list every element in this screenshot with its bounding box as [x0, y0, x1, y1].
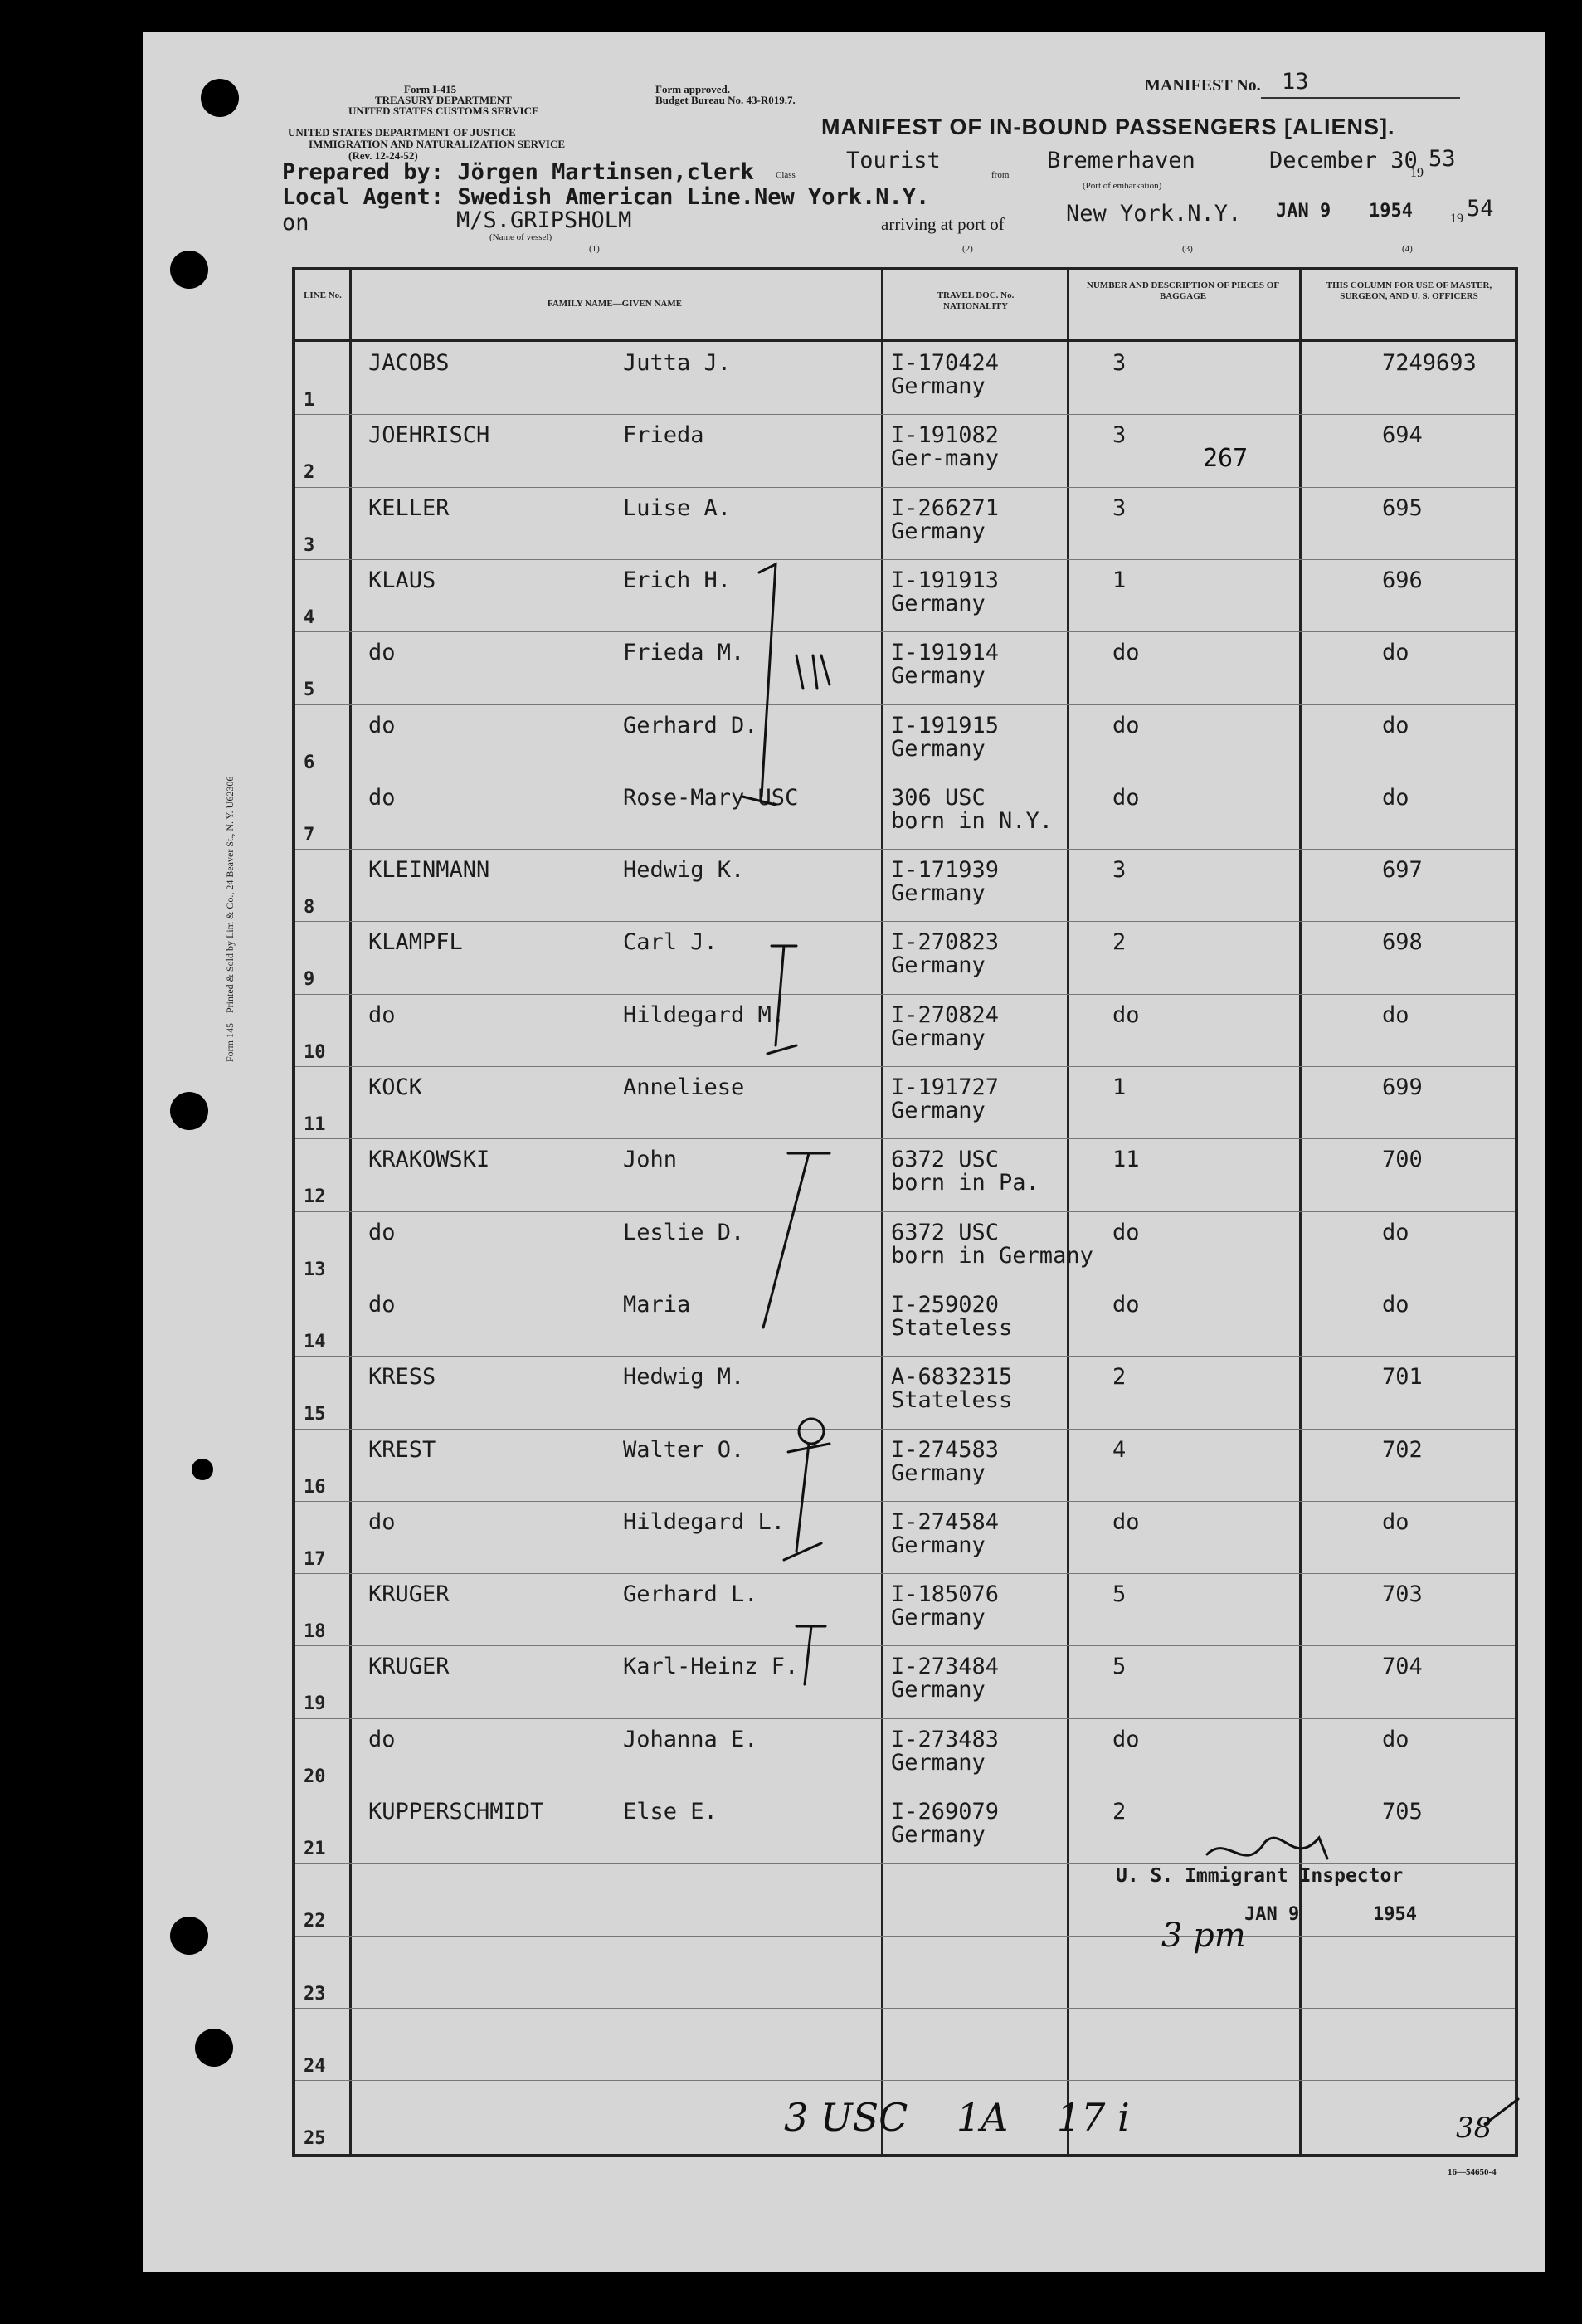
travel-doc-number: I-269079 [891, 1799, 1000, 1825]
officer-note: 694 [1382, 422, 1423, 449]
officer-note: do [1382, 712, 1409, 738]
nationality: Germany [891, 1677, 986, 1703]
baggage-count: 5 [1112, 1581, 1127, 1608]
travel-doc-number: I-259020 [891, 1291, 1000, 1318]
year-prefix: 19 [1410, 166, 1424, 180]
officer-note: 705 [1382, 1799, 1423, 1825]
travel-doc-number: I-191913 [891, 567, 1000, 593]
travel-doc-number: I-273484 [891, 1654, 1000, 1680]
family-name: KUPPERSCHMIDT [368, 1799, 544, 1825]
given-name: Frieda [623, 422, 704, 449]
line-number: 17 [304, 1548, 326, 1570]
header-baggage: NUMBER AND DESCRIPTION OF PIECES OF BAGGAGE [1086, 280, 1280, 301]
arriving-label: arriving at port of [881, 214, 1005, 234]
baggage-count: do [1112, 640, 1140, 666]
nationality: Stateless [891, 1387, 1013, 1414]
family-name: KREST [368, 1436, 436, 1463]
given-name: Karl-Heinz F. [623, 1654, 799, 1680]
officer-note: 704 [1382, 1654, 1423, 1680]
treasury-dept: TREASURY DEPARTMENT [375, 94, 512, 106]
justice-dept: UNITED STATES DEPARTMENT OF JUSTICE [288, 126, 516, 139]
line-number: 16 [304, 1476, 326, 1498]
line-number: 9 [304, 969, 315, 991]
family-name: JACOBS [368, 350, 450, 376]
footer-code: 16—54650-4 [1448, 2167, 1497, 2177]
travel-doc-number: I-270824 [891, 1001, 1000, 1028]
baggage-count: 4 [1112, 1436, 1127, 1463]
port-embarkation: Bremerhaven [1047, 148, 1195, 173]
nationality: Germany [891, 1532, 986, 1558]
baggage-count: 3 [1112, 495, 1127, 521]
nationality: Germany [891, 1749, 986, 1776]
baggage-count: 3 [1112, 857, 1127, 884]
nationality: Germany [891, 663, 986, 689]
line-number: 7 [304, 824, 315, 845]
family-name: KRUGER [368, 1654, 450, 1680]
check-mark [784, 1444, 830, 1560]
nationality: Stateless [891, 1314, 1013, 1341]
baggage-count: 3 [1112, 422, 1127, 449]
nationality: born in Germany [891, 1242, 1093, 1269]
inspector-signature [1207, 1838, 1327, 1859]
nationality: Ger-many [891, 446, 1000, 472]
given-name: Gerhard L. [623, 1581, 758, 1608]
officer-note: 699 [1382, 1074, 1423, 1100]
baggage-count: 5 [1112, 1654, 1127, 1680]
given-name: Luise A. [623, 495, 732, 521]
travel-doc-number: I-191082 [891, 422, 1000, 449]
form-number: Form I-415 [404, 83, 457, 95]
baggage-count: do [1112, 1219, 1140, 1245]
travel-doc-number: I-191915 [891, 712, 1000, 738]
given-name: Erich H. [623, 567, 732, 593]
given-name: Walter O. [623, 1436, 745, 1463]
customs-service: UNITED STATES CUSTOMS SERVICE [348, 105, 539, 117]
officer-note: 698 [1382, 929, 1423, 956]
officer-note: do [1382, 640, 1409, 666]
baggage-count: do [1112, 1291, 1140, 1318]
check-mark [796, 1626, 825, 1684]
travel-doc-number: A-6832315 [891, 1364, 1013, 1391]
line-number: 1 [304, 390, 315, 411]
col-num-4: (4) [1402, 244, 1413, 254]
given-name: John [623, 1147, 678, 1173]
line-number: 19 [304, 1693, 326, 1715]
class-value: Tourist [846, 148, 941, 173]
given-name: Jutta J. [623, 350, 732, 376]
travel-doc-number: I-171939 [891, 857, 1000, 884]
travel-doc-number: I-191914 [891, 640, 1000, 666]
given-name: Leslie D. [623, 1219, 745, 1245]
family-name: KLAUS [368, 567, 436, 593]
page-title: MANIFEST OF IN-BOUND PASSENGERS [ALIENS]. [821, 114, 1395, 139]
year-suffix: 53 [1429, 146, 1456, 172]
header-name: FAMILY NAME—GIVEN NAME [547, 299, 683, 309]
revision: (Rev. 12-24-52) [348, 149, 418, 162]
nationality: Germany [891, 373, 986, 399]
travel-doc-number: I-185076 [891, 1581, 1000, 1608]
family-name: do [368, 712, 396, 738]
given-name: Frieda M. [623, 640, 745, 666]
family-name: do [368, 640, 396, 666]
manifest-no-label: MANIFEST No. [1145, 76, 1261, 95]
printer-imprint: Form 145—Printed & Sold by Lim & Co., 24 Beaver St., N. Y. U62306 [224, 776, 236, 1062]
travel-doc-number: I-266271 [891, 495, 1000, 521]
time-note: 3 pm [1161, 1917, 1246, 1955]
nationality: Germany [891, 1025, 986, 1051]
officer-note: 696 [1382, 567, 1423, 593]
nationality: Germany [891, 1822, 986, 1848]
given-name: Else E. [623, 1799, 718, 1825]
officer-note: 703 [1382, 1581, 1423, 1608]
baggage-count: 1 [1112, 1074, 1127, 1100]
vessel-caption: (Name of vessel) [489, 232, 552, 242]
local-agent: Local Agent: Swedish American Line.New York.N.Y. [282, 184, 930, 210]
family-name: do [368, 784, 396, 811]
line-number: 6 [304, 752, 315, 773]
baggage-count: do [1112, 1508, 1140, 1535]
travel-doc-number: I-170424 [891, 350, 1000, 376]
officer-note: do [1382, 784, 1409, 811]
baggage-count: 2 [1112, 1364, 1127, 1391]
ins-service: IMMIGRATION AND NATURALIZATION SERVICE [309, 138, 566, 150]
officer-note: do [1382, 1726, 1409, 1752]
from-label: from [991, 170, 1010, 180]
nationality: Germany [891, 735, 986, 762]
given-name: Anneliese [623, 1074, 745, 1100]
manifest-no: 13 [1282, 69, 1309, 95]
line-number: 8 [304, 897, 315, 918]
nationality: Germany [891, 880, 986, 907]
given-name: Hildegard L. [623, 1508, 786, 1535]
line-number: 11 [304, 1114, 326, 1135]
travel-doc-number: I-270823 [891, 929, 1000, 956]
inspector-stamp: U. S. Immigrant Inspector [1116, 1865, 1404, 1887]
line-number: 20 [304, 1766, 326, 1787]
line-number: 25 [304, 2128, 326, 2150]
family-name: KLAMPFL [368, 929, 463, 956]
travel-doc-number: 306 USC [891, 784, 986, 811]
check-mark [763, 1153, 830, 1328]
given-name: Gerhard D. [623, 712, 758, 738]
officer-note: 702 [1382, 1436, 1423, 1463]
header-officers: THIS COLUMN FOR USE OF MASTER, SURGEON, AND U. S. OFFICERS [1326, 280, 1492, 301]
baggage-count: do [1112, 1726, 1140, 1752]
prepared-by: Prepared by: Jörgen Martinsen,clerk [282, 159, 754, 185]
family-name: KLEINMANN [368, 857, 490, 884]
family-name: KOCK [368, 1074, 423, 1100]
year2-suffix: 54 [1467, 196, 1494, 222]
travel-doc-number: I-191727 [891, 1074, 1000, 1100]
given-name: Hedwig K. [623, 857, 745, 884]
baggage-count: 2 [1112, 929, 1127, 956]
line-number: 23 [304, 1983, 326, 2005]
officer-note: 701 [1382, 1364, 1423, 1391]
line-number: 22 [304, 1911, 326, 1932]
given-name: Rose-Mary USC [623, 784, 799, 811]
stamp-date: JAN 9 [1244, 1904, 1300, 1925]
nationality: Germany [891, 590, 986, 616]
baggage-count: 3 [1112, 350, 1127, 376]
class-label: Class [776, 170, 796, 180]
officer-note: do [1382, 1291, 1409, 1318]
nationality: born in N.Y. [891, 807, 1054, 834]
line-number: 13 [304, 1259, 326, 1280]
header-line-no: LINE No. [304, 290, 342, 300]
given-name: Carl J. [623, 929, 718, 956]
line-number: 2 [304, 462, 315, 484]
arrival-stamp-year: 1954 [1369, 201, 1413, 222]
header-travel-doc: TRAVEL DOC. No. NATIONALITY [937, 290, 1015, 311]
family-name: do [368, 1508, 396, 1535]
arrival-port: New York.N.Y. [1066, 201, 1242, 227]
check-mark [742, 564, 776, 805]
nationality: born in Pa. [891, 1170, 1039, 1196]
officer-note: do [1382, 1508, 1409, 1535]
stamp-year: 1954 [1373, 1904, 1417, 1925]
given-name: Hildegard M. [623, 1001, 786, 1028]
form-approved: Form approved. [655, 83, 731, 95]
baggage-count: 1 [1112, 567, 1127, 593]
arrival-stamp-date: JAN 9 [1276, 201, 1331, 222]
col-num-1: (1) [589, 244, 600, 254]
budget-bureau: Budget Bureau No. 43-R019.7. [655, 94, 796, 106]
officer-note: 7249693 [1382, 350, 1477, 376]
baggage-count: do [1112, 1001, 1140, 1028]
family-name: do [368, 1001, 396, 1028]
given-name: Hedwig M. [623, 1364, 745, 1391]
tally-note: 3 USC 1A 17 i [784, 2095, 1130, 2140]
baggage-count: 11 [1112, 1147, 1140, 1173]
given-name: Johanna E. [623, 1726, 758, 1752]
nationality: Germany [891, 952, 986, 979]
line-number: 10 [304, 1041, 326, 1063]
family-name: do [368, 1291, 396, 1318]
officer-note: do [1382, 1219, 1409, 1245]
line-number: 14 [304, 1331, 326, 1352]
baggage-total: 267 [1203, 444, 1249, 473]
nationality: Germany [891, 1098, 986, 1123]
line-number: 21 [304, 1839, 326, 1859]
line-number: 4 [304, 607, 315, 628]
line-number: 24 [304, 2055, 326, 2077]
family-name: do [368, 1726, 396, 1752]
line-number: 18 [304, 1621, 326, 1643]
baggage-count: do [1112, 784, 1140, 811]
officer-note: 700 [1382, 1147, 1423, 1173]
check-mark [767, 946, 796, 1054]
travel-doc-number: I-274584 [891, 1508, 1000, 1535]
baggage-count: 2 [1112, 1799, 1127, 1825]
officer-note: 695 [1382, 495, 1423, 521]
family-name: JOEHRISCH [368, 422, 490, 449]
departure-date: December 30 [1269, 148, 1418, 173]
line-number: 15 [304, 1404, 326, 1425]
circle-mark [799, 1419, 824, 1444]
family-name: KRUGER [368, 1581, 450, 1608]
line-number: 12 [304, 1186, 326, 1208]
col-num-3: (3) [1182, 244, 1193, 254]
travel-doc-number: I-274583 [891, 1436, 1000, 1463]
page-slash [1485, 2099, 1518, 2124]
travel-doc-number: 6372 USC [891, 1219, 1000, 1245]
nationality: Germany [891, 1605, 986, 1631]
officer-note: do [1382, 1001, 1409, 1028]
family-name: KELLER [368, 495, 450, 521]
on-label: on [282, 210, 309, 236]
family-name: KRESS [368, 1364, 436, 1391]
nationality: Germany [891, 1459, 986, 1486]
port-embark-caption: (Port of embarkation) [1083, 181, 1162, 191]
given-name: Maria [623, 1291, 691, 1318]
line-number: 5 [304, 680, 315, 701]
travel-doc-number: 6372 USC [891, 1147, 1000, 1173]
vessel-name: M/S.GRIPSHOLM [456, 207, 632, 233]
travel-doc-number: I-273483 [891, 1726, 1000, 1752]
initial-mark [796, 655, 830, 689]
col-num-2: (2) [962, 244, 973, 254]
family-name: do [368, 1219, 396, 1245]
baggage-count: do [1112, 712, 1140, 738]
line-number: 3 [304, 534, 315, 556]
year2-prefix: 19 [1450, 212, 1463, 226]
officer-note: 697 [1382, 857, 1423, 884]
family-name: KRAKOWSKI [368, 1147, 490, 1173]
nationality: Germany [891, 518, 986, 544]
page-count-note: 38 [1456, 2112, 1492, 2145]
